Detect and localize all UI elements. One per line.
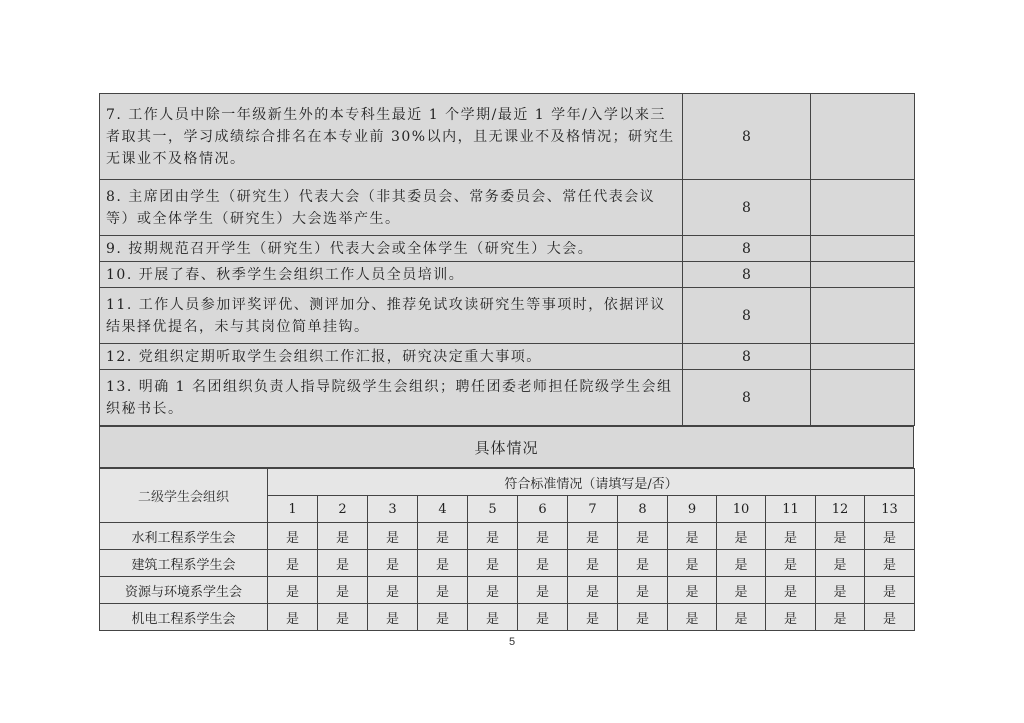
- criterion-score: 8: [683, 180, 811, 236]
- org-result-row: [100, 523, 915, 550]
- compliance-cell[interactable]: 是: [468, 523, 518, 550]
- criterion-number-header: 11: [766, 496, 816, 523]
- compliance-cell[interactable]: 是: [418, 577, 468, 604]
- compliance-cell[interactable]: 是: [518, 577, 568, 604]
- compliance-cell[interactable]: 是: [618, 550, 668, 577]
- compliance-cell[interactable]: 是: [268, 523, 318, 550]
- criterion-score: 8: [683, 344, 811, 370]
- compliance-cell[interactable]: 是: [318, 604, 368, 631]
- criterion-score: 8: [683, 94, 811, 180]
- details-title: 具体情况: [100, 427, 914, 468]
- compliance-cell[interactable]: 是: [518, 523, 568, 550]
- org-name: 建筑工程系学生会: [100, 550, 268, 577]
- criterion-number-header: 12: [816, 496, 865, 523]
- criterion-text: 12. 党组织定期听取学生会组织工作汇报，研究决定重大事项。: [100, 344, 683, 370]
- criterion-result-cell[interactable]: [811, 236, 915, 262]
- compliance-cell[interactable]: 是: [618, 604, 668, 631]
- compliance-cell[interactable]: 是: [568, 550, 618, 577]
- compliance-cell[interactable]: 是: [717, 577, 766, 604]
- compliance-cell[interactable]: 是: [717, 550, 766, 577]
- criterion-text: 9. 按期规范召开学生（研究生）代表大会或全体学生（研究生）大会。: [100, 236, 683, 262]
- compliance-cell[interactable]: 是: [816, 550, 865, 577]
- criterion-number-header: 2: [318, 496, 368, 523]
- compliance-cell[interactable]: 是: [865, 550, 915, 577]
- compliance-cell[interactable]: 是: [717, 523, 766, 550]
- criterion-text: 11. 工作人员参加评奖评优、测评加分、推荐免试攻读研究生等事项时，依据评议结果择优提名，未与其岗位简单挂钩。: [100, 288, 683, 344]
- details-title-table: [99, 426, 914, 468]
- compliance-cell[interactable]: 是: [318, 523, 368, 550]
- compliance-cell[interactable]: 是: [865, 604, 915, 631]
- compliance-cell[interactable]: 是: [418, 604, 468, 631]
- criterion-text: 10. 开展了春、秋季学生会组织工作人员全员培训。: [100, 262, 683, 288]
- compliance-cell[interactable]: 是: [668, 523, 717, 550]
- compliance-cell[interactable]: 是: [368, 550, 418, 577]
- criterion-number-header: 3: [368, 496, 418, 523]
- compliance-cell[interactable]: 是: [318, 577, 368, 604]
- criterion-row: [100, 236, 915, 262]
- compliance-cell[interactable]: 是: [668, 604, 717, 631]
- criterion-row: [100, 94, 915, 180]
- compliance-cell[interactable]: 是: [368, 577, 418, 604]
- page-number: 5: [508, 636, 516, 648]
- org-name: 资源与环境系学生会: [100, 577, 268, 604]
- compliance-cell[interactable]: 是: [717, 604, 766, 631]
- compliance-cell[interactable]: 是: [816, 523, 865, 550]
- criterion-text: 7. 工作人员中除一年级新生外的本专科生最近 1 个学期/最近 1 学年/入学以来三者取其一，学习成绩综合排名在本专业前 30%以内，且无课业不及格情况；研究生无课业不及格情况。: [100, 94, 683, 180]
- criterion-number-header: 9: [668, 496, 717, 523]
- compliance-cell[interactable]: 是: [518, 604, 568, 631]
- criterion-number-header: 10: [717, 496, 766, 523]
- compliance-cell[interactable]: 是: [766, 604, 816, 631]
- criterion-result-cell[interactable]: [811, 344, 915, 370]
- org-column-header: 二级学生会组织: [100, 469, 268, 523]
- org-name: 水利工程系学生会: [100, 523, 268, 550]
- criteria-table: [99, 93, 915, 426]
- criterion-number-header: 7: [568, 496, 618, 523]
- criterion-number-header: 13: [865, 496, 915, 523]
- criterion-result-cell[interactable]: [811, 288, 915, 344]
- compliance-cell[interactable]: 是: [418, 523, 468, 550]
- compliance-cell[interactable]: 是: [568, 523, 618, 550]
- criterion-score: 8: [683, 370, 811, 426]
- compliance-cell[interactable]: 是: [766, 550, 816, 577]
- compliance-cell[interactable]: 是: [668, 550, 717, 577]
- criterion-result-cell[interactable]: [811, 94, 915, 180]
- criteria-table-body: [100, 94, 915, 426]
- compliance-cell[interactable]: 是: [468, 577, 518, 604]
- results-table-body: [100, 469, 915, 631]
- results-header-row: [100, 469, 915, 496]
- org-name: 机电工程系学生会: [100, 604, 268, 631]
- criterion-row: [100, 180, 915, 236]
- compliance-cell[interactable]: 是: [766, 577, 816, 604]
- criterion-row: [100, 288, 915, 344]
- results-table: [99, 468, 915, 631]
- compliance-cell[interactable]: 是: [816, 604, 865, 631]
- criterion-number-header: 4: [418, 496, 468, 523]
- compliance-cell[interactable]: 是: [318, 550, 368, 577]
- criterion-number-header: 6: [518, 496, 568, 523]
- criterion-score: 8: [683, 262, 811, 288]
- compliance-cell[interactable]: 是: [568, 604, 618, 631]
- criterion-number-header: 5: [468, 496, 518, 523]
- compliance-cell[interactable]: 是: [816, 577, 865, 604]
- compliance-cell[interactable]: 是: [865, 523, 915, 550]
- org-result-row: [100, 604, 915, 631]
- compliance-cell[interactable]: 是: [368, 604, 418, 631]
- criterion-text: 8. 主席团由学生（研究生）代表大会（非其委员会、常务委员会、常任代表会议等）或全体学生（研究生）大会选举产生。: [100, 180, 683, 236]
- criterion-text: 13. 明确 1 名团组织负责人指导院级学生会组织；聘任团委老师担任院级学生会组织秘书长。: [100, 370, 683, 426]
- compliance-cell[interactable]: 是: [668, 577, 717, 604]
- standard-column-header: 符合标准情况（请填写是/否）: [268, 469, 915, 496]
- criterion-row: [100, 344, 915, 370]
- compliance-cell[interactable]: 是: [618, 523, 668, 550]
- org-result-row: [100, 577, 915, 604]
- compliance-cell[interactable]: 是: [268, 604, 318, 631]
- criterion-score: 8: [683, 288, 811, 344]
- compliance-cell[interactable]: 是: [268, 550, 318, 577]
- criterion-row: [100, 370, 915, 426]
- criterion-number-header: 1: [268, 496, 318, 523]
- compliance-cell[interactable]: 是: [865, 577, 915, 604]
- criterion-result-cell[interactable]: [811, 180, 915, 236]
- compliance-cell[interactable]: 是: [368, 523, 418, 550]
- org-result-row: [100, 550, 915, 577]
- compliance-cell[interactable]: 是: [468, 550, 518, 577]
- compliance-cell[interactable]: 是: [618, 577, 668, 604]
- criterion-number-header: 8: [618, 496, 668, 523]
- compliance-cell[interactable]: 是: [468, 604, 518, 631]
- compliance-cell[interactable]: 是: [766, 523, 816, 550]
- criterion-score: 8: [683, 236, 811, 262]
- criterion-result-cell[interactable]: [811, 262, 915, 288]
- compliance-cell[interactable]: 是: [568, 577, 618, 604]
- compliance-cell[interactable]: 是: [418, 550, 468, 577]
- compliance-cell[interactable]: 是: [518, 550, 568, 577]
- compliance-cell[interactable]: 是: [268, 577, 318, 604]
- criterion-result-cell[interactable]: [811, 370, 915, 426]
- criterion-row: [100, 262, 915, 288]
- criteria-sheet: [99, 93, 914, 631]
